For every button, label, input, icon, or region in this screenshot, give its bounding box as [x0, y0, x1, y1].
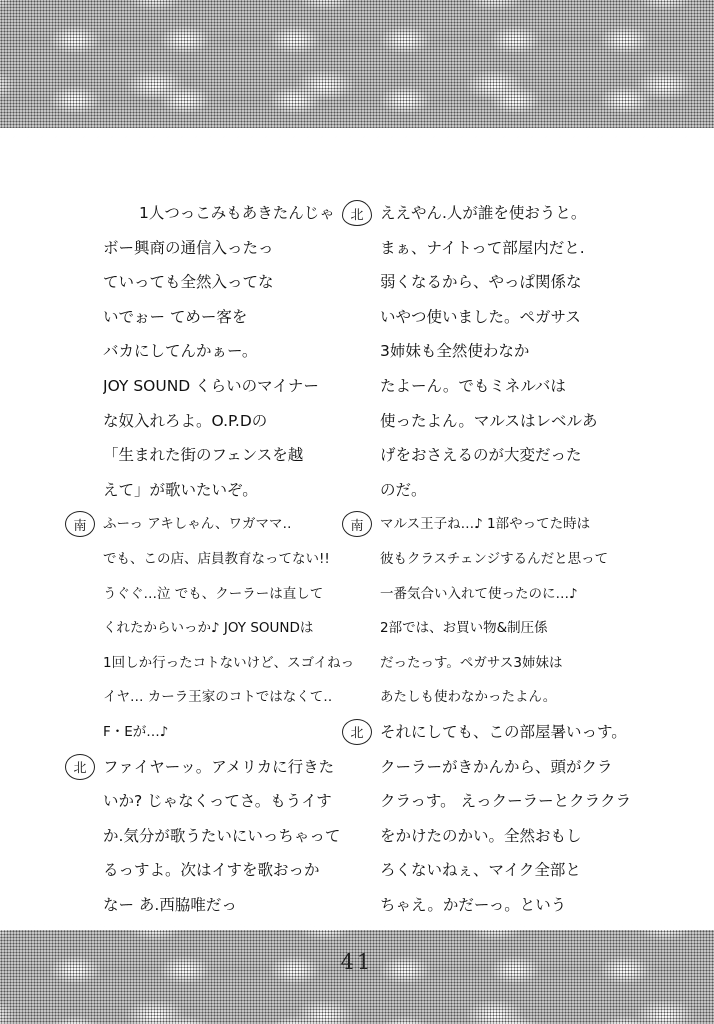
text-line: な奴入れろよ。O.P.Dの [103, 411, 268, 430]
entry-kita [350, 715, 710, 923]
text-line: げをおさえるのが大変だった [380, 446, 582, 465]
text-line: のだ。 [380, 480, 427, 499]
text-line: なー あ.西脇唯だっ [103, 895, 237, 914]
top-halftone-border [0, 0, 714, 128]
text-line: ろくないねぇ、マイク全部と [380, 861, 581, 880]
text-line: ファイヤーッ。アメリカに行きた [103, 757, 335, 776]
text-line: 2部では、お買い物&制圧係 [380, 620, 548, 637]
speaker-badge-nan: 南 [342, 511, 372, 537]
entry-nan [73, 507, 373, 749]
text-line: ちゃえ。かだーっ。という [380, 895, 567, 914]
text-line: いか? じゃなくってさ。もうイす [103, 792, 332, 811]
text-line: それにしても、この部屋暑いっす。 [380, 722, 627, 741]
text-line: をかけたのかい。全然おもし [380, 826, 582, 845]
page-number: 41 [340, 950, 374, 974]
text-line: あたしも使わなかったよん。 [380, 689, 557, 706]
text-line: クラっす。 えっクーラーとクラクラ [380, 792, 632, 811]
text-line: 1人つっこみもあきたんじゃ [139, 204, 335, 222]
text-line: 彼もクラスチェンジするんだと思って [380, 550, 609, 567]
entry-kita [350, 196, 710, 507]
text-line: 1回しか行ったコトないけど、スゴイねっ [103, 654, 355, 671]
speaker-badge-kita: 北 [342, 200, 372, 226]
text-line: マルス王子ね…♪ 1部やってた時は [380, 516, 591, 533]
text-line: 一番気合い入れて使ったのに…♪ [380, 585, 578, 602]
text-line: ボー興商の通信入ったっ [103, 238, 274, 257]
entry-kita [73, 750, 373, 923]
entry-nan [350, 507, 710, 715]
speaker-badge-nan: 南 [65, 511, 95, 537]
text-line: だったっす。ペガサス3姉妹は [380, 654, 563, 671]
text-line: クーラーがきかんから、頭がクラ [380, 757, 613, 776]
text-line: 3姉妹も全然使わなか [380, 342, 530, 361]
text-line: バカにしてんかぁー。 [103, 342, 258, 361]
text-line: たよーん。でもミネルバは [380, 376, 566, 395]
text-line: 「生まれた街のフェンスを越 [103, 446, 304, 465]
text-line: いでぉー てめー客を [103, 307, 248, 326]
entry-intro [103, 196, 373, 507]
text-line: 弱くなるから、やっぱ関係な [380, 273, 582, 292]
text-line: か.気分が歌うたいにいっちゃって [103, 826, 341, 845]
bottom-halftone-border [0, 930, 714, 1024]
speaker-badge-kita: 北 [342, 719, 372, 745]
speaker-badge-kita: 北 [65, 754, 95, 780]
text-line: るっすよ。次はイすを歌おっか [103, 861, 320, 880]
left-column [73, 196, 373, 922]
text-line: 使ったよん。マルスはレベルあ [380, 411, 598, 430]
right-column [350, 196, 710, 922]
text-line: ていっても全然入ってな [103, 273, 274, 292]
text-line: でも、この店、店員教育なってない!! [103, 550, 330, 567]
text-line: ええやん.人が誰を使おうと。 [380, 204, 587, 222]
text-line: うぐぐ…泣 でも、クーラーは直して [103, 585, 324, 602]
text-line: いやつ使いました。ペガサス [380, 307, 581, 326]
text-line: イヤ… カーラ王家のコトではなくて‥ [103, 689, 333, 706]
text-line: F・Eが…♪ [103, 723, 169, 740]
text-line: えて」が歌いたいぞ。 [103, 480, 258, 499]
text-line: ふーっ アキしゃん、ワガママ‥ [103, 516, 292, 533]
text-line: JOY SOUND くらいのマイナー [103, 376, 319, 395]
text-line: まぁ、ナイトって部屋内だと. [380, 238, 585, 257]
text-line: くれたからいっか♪ JOY SOUNDは [103, 620, 314, 637]
